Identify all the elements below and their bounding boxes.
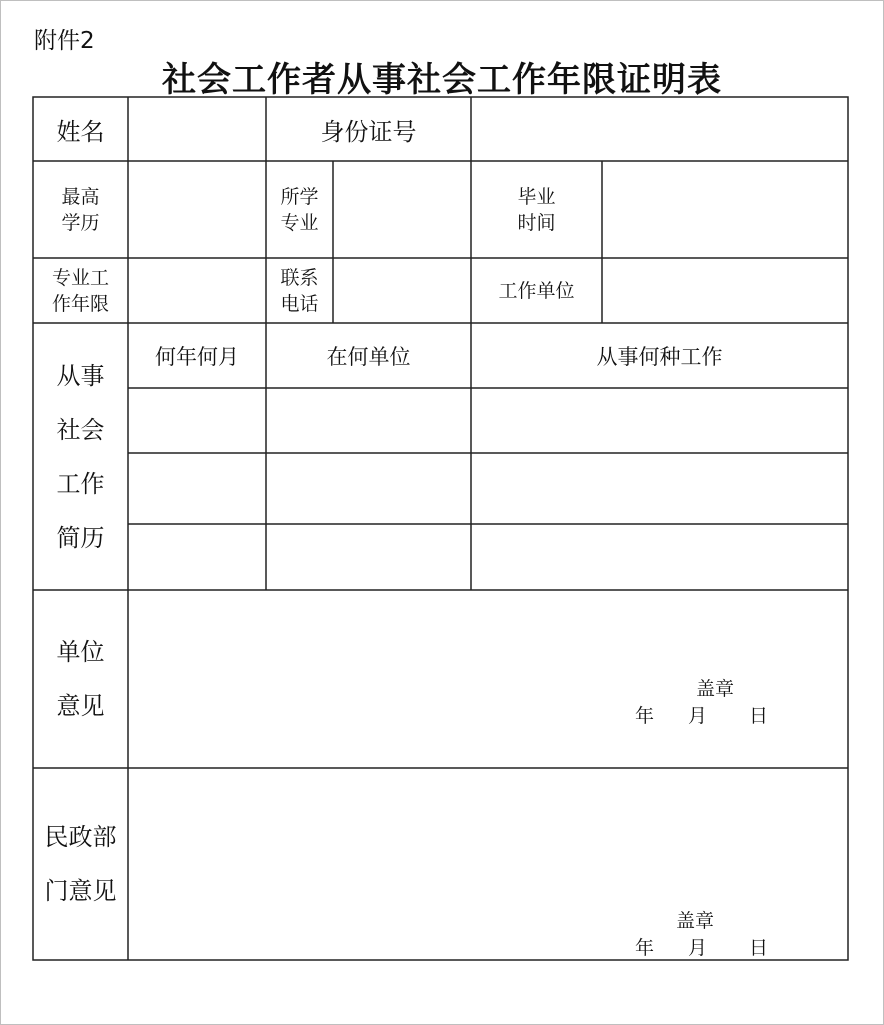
graduation-field[interactable] — [602, 161, 848, 258]
form-title: 社会工作者从事社会工作年限证明表 — [162, 60, 722, 100]
name-label: 姓名 — [56, 117, 105, 146]
history-unit-cell[interactable] — [266, 524, 471, 590]
education-label: 最高 学历 — [61, 185, 100, 234]
unit-day-label: 日 — [749, 705, 769, 727]
id-number-field[interactable] — [471, 97, 848, 161]
civil-affairs-opinion-label: 民政部 门意见 — [44, 823, 117, 905]
history-date-cell[interactable] — [128, 453, 266, 524]
work-years-label: 专业工 作年限 — [51, 266, 109, 315]
col-header-unit: 在何单位 — [326, 344, 411, 369]
phone-field[interactable] — [333, 258, 471, 323]
education-field[interactable] — [128, 161, 266, 258]
graduation-label: 毕业 时间 — [517, 185, 556, 234]
major-field[interactable] — [333, 161, 471, 258]
unit-month-label: 月 — [688, 705, 708, 727]
col-header-work: 从事何种工作 — [596, 344, 723, 369]
unit-seal-label: 盖章 — [696, 678, 735, 700]
work-history-label: 从事 社会 工作 简历 — [56, 361, 105, 552]
history-date-cell[interactable] — [128, 524, 266, 590]
work-years-field[interactable] — [128, 258, 266, 323]
civil-affairs-year-label: 年 — [635, 937, 655, 959]
employer-field[interactable] — [602, 258, 848, 323]
unit-opinion-field[interactable] — [128, 590, 848, 768]
history-unit-cell[interactable] — [266, 453, 471, 524]
unit-opinion-label: 单位 意见 — [56, 638, 105, 720]
unit-year-label: 年 — [635, 705, 655, 727]
civil-affairs-opinion-field[interactable] — [128, 768, 848, 960]
history-unit-cell[interactable] — [266, 388, 471, 453]
history-work-cell[interactable] — [471, 453, 848, 524]
history-work-cell[interactable] — [471, 388, 848, 453]
major-label: 所学 专业 — [280, 185, 319, 234]
name-field[interactable] — [128, 97, 266, 161]
civil-affairs-day-label: 日 — [749, 937, 769, 959]
phone-label: 联系 电话 — [280, 266, 319, 315]
id-number-label: 身份证号 — [320, 117, 417, 146]
civil-affairs-seal-label: 盖章 — [676, 910, 715, 932]
col-header-date: 何年何月 — [155, 344, 239, 369]
history-date-cell[interactable] — [128, 388, 266, 453]
history-work-cell[interactable] — [471, 524, 848, 590]
attachment-label: 附件2 — [34, 28, 95, 54]
employer-label: 工作单位 — [498, 279, 575, 302]
civil-affairs-month-label: 月 — [688, 937, 708, 959]
